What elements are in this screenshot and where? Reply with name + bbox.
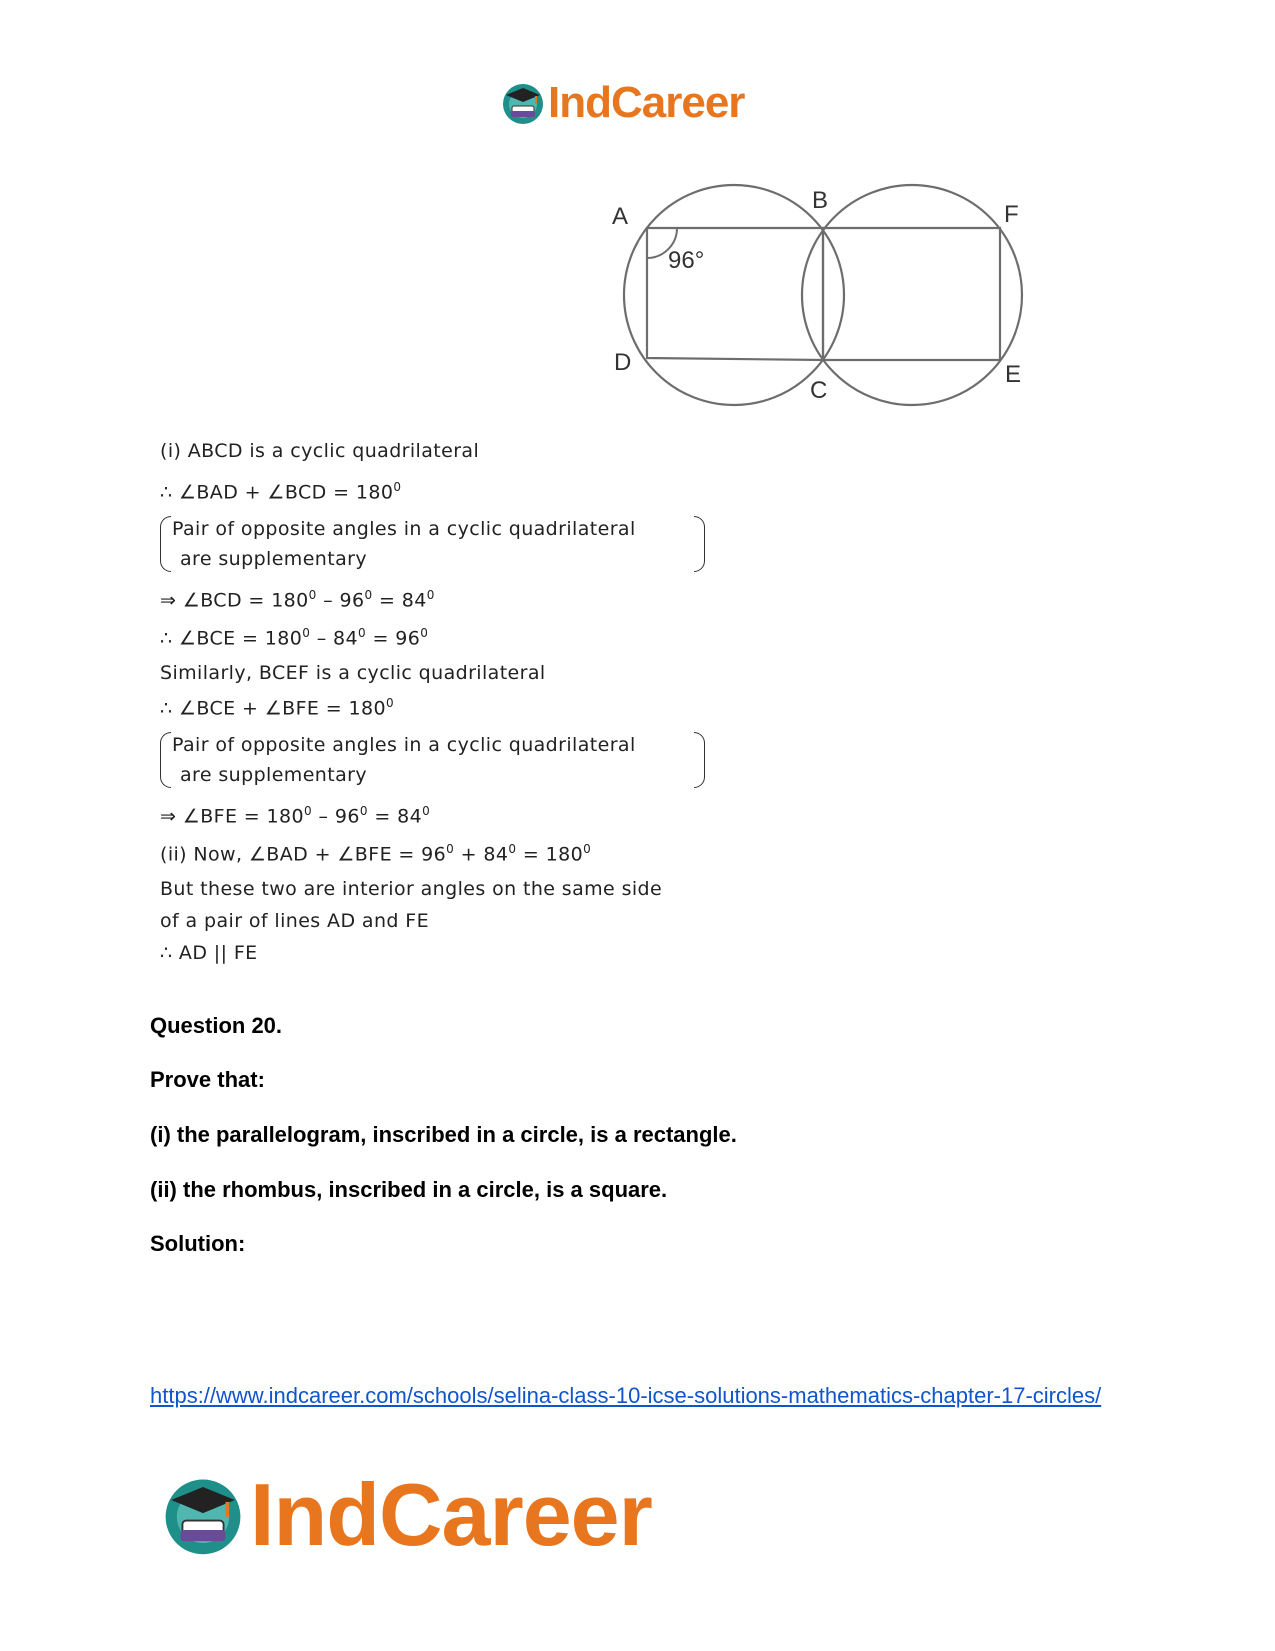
solution-line: ∴ ∠BCE = $180^0 - 84^0 = 96^0$ (160, 626, 429, 650)
logo-text: IndCareer (548, 78, 745, 127)
solution-line: of a pair of lines AD and FE (160, 910, 430, 932)
question-part-2: (ii) the rhombus, inscribed in a circle, is a square. (150, 1177, 668, 1202)
reason-bracket (160, 732, 705, 788)
question-prompt: Prove that: (150, 1067, 265, 1092)
source-link[interactable]: https://www.indcareer.com/schools/selina-class-10-icse-solutions-mathematics-chapter-17-circles/ (150, 1383, 1102, 1408)
solution-line: Similarly, BCEF is a cyclic quadrilateral (160, 662, 546, 684)
question-part-1: (i) the parallelogram, inscribed in a circle, is a rectangle. (150, 1122, 737, 1147)
reason-text: Pair of opposite angles in a cyclic quadrilateral (172, 734, 636, 756)
two-circles-diagram (612, 180, 1072, 442)
solution-label: Solution: (150, 1231, 246, 1256)
question-title: Question 20. (150, 1013, 283, 1038)
label-b: B (812, 187, 829, 214)
logo-text: IndCareer (250, 1465, 652, 1564)
label-e: E (1005, 361, 1022, 388)
circle-left (624, 185, 844, 405)
solution-line: But these two are interior angles on the same side (160, 878, 663, 900)
footer-logo (160, 1465, 652, 1564)
solution-line: ⇒ ∠BFE = $180^0 - 96^0 = 84^0$ (160, 804, 431, 828)
graduation-cap-icon (160, 1472, 246, 1558)
header-logo (500, 78, 744, 128)
reason-text: are supplementary (180, 548, 367, 570)
label-a: A (612, 203, 629, 230)
label-f: F (1004, 201, 1019, 228)
solution-line: (i) ABCD is a cyclic quadrilateral (160, 440, 480, 462)
solution-line: ∴ AD || FE (160, 942, 258, 964)
reason-text: are supplementary (180, 764, 367, 786)
solution-line: ∴ ∠BAD + ∠BCD = $180^0$ (160, 480, 402, 504)
circle-right (802, 185, 1022, 405)
solution-line: ⇒ ∠BCD = $180^0 - 96^0 = 84^0$ (160, 588, 435, 612)
graduation-cap-icon (500, 80, 546, 126)
label-c: C (810, 377, 828, 404)
solution-line: (ii) Now, ∠BAD + ∠BFE = $96^0 + 84^0 = 180^0$ (160, 842, 592, 866)
solution-line: ∴ ∠BCE + ∠BFE = $180^0$ (160, 696, 395, 720)
label-d: D (614, 349, 632, 376)
quad-bcef (823, 228, 1000, 360)
reason-bracket (160, 516, 705, 572)
angle-label: 96° (668, 247, 705, 274)
reason-text: Pair of opposite angles in a cyclic quadrilateral (172, 518, 636, 540)
